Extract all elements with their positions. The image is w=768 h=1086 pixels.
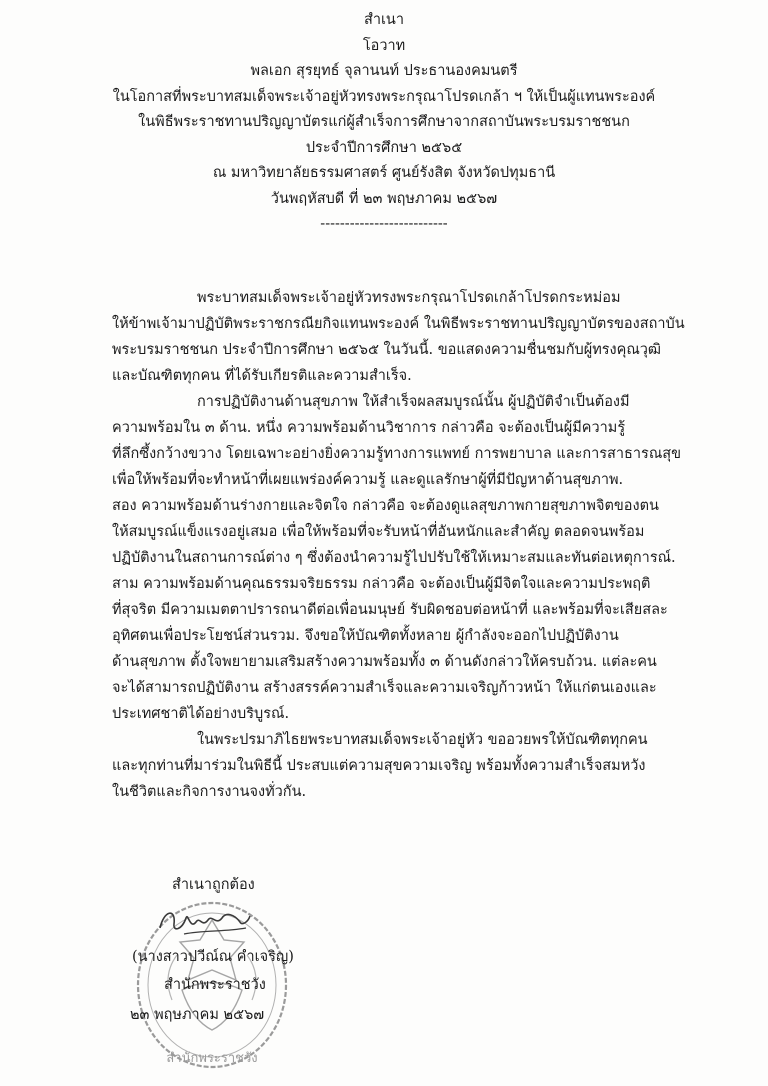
paragraph-line: อุทิศตนเพื่อประโยชน์ส่วนรวม. จึงขอให้บัณฑิตทั้งหลาย ผู้กำลังจะออกไปปฏิบัติงาน xyxy=(112,628,619,644)
copy-label: สำเนา xyxy=(363,12,404,28)
certification-date: ๒๓ พฤษภาคม ๒๕๖๗ xyxy=(130,1007,265,1023)
paragraph-line: ความพร้อมใน ๓ ด้าน. หนึ่ง ความพร้อมด้านวิชาการ กล่าวคือ จะต้องเป็นผู้มีความรู้ xyxy=(112,420,626,436)
speaker-line: พลเอก สุรยุทธ์ จุลานนท์ ประธานองคมนตรี xyxy=(250,63,518,79)
paragraph-line: ที่สุจริต มีความเมตตาปรารถนาดีต่อเพื่อนมนุษย์ รับผิดชอบต่อหน้าที่ และพร้อมที่จะเสียสละ xyxy=(112,602,668,618)
paragraph-line: ปฏิบัติงานในสถานการณ์ต่าง ๆ ซึ่งต้องนำความรู้ไปปรับใช้ให้เหมาะสมและทันต่อเหตุการณ์. xyxy=(112,550,676,566)
document-title: โอวาท xyxy=(362,37,406,54)
paragraph-line: และทุกท่านที่มาร่วมในพิธีนี้ ประสบแต่ความสุขความเจริญ พร้อมทั้งความสำเร็จสมหวัง xyxy=(112,758,646,774)
paragraph-line: ประเทศชาติได้อย่างบริบูรณ์. xyxy=(112,706,290,722)
paragraph-line: ในพระปรมาภิไธยพระบาทสมเด็จพระเจ้าอยู่หัว ขออวยพรให้บัณฑิตทุกคน xyxy=(197,732,648,748)
paragraph-line: สาม ความพร้อมด้านคุณธรรมจริยธรรม กล่าวคือ จะต้องเป็นผู้มีจิตใจและความประพฤติ xyxy=(112,576,651,592)
paragraph-1 xyxy=(112,285,692,389)
paragraph-line: จะได้สามารถปฏิบัติงาน สร้างสรรค์ความสำเร็จและความเจริญก้าวหน้า ให้แก่ตนเองและ xyxy=(112,680,657,696)
paragraph-line: เพื่อให้พร้อมที่จะทำหน้าที่เผยแพร่องค์ความรู้ และดูแลรักษาผู้ที่มีปัญหาด้านสุขภาพ. xyxy=(112,472,624,488)
paragraph-line: ให้ข้าพเจ้ามาปฏิบัติพระราชกรณียกิจแทนพระองค์ ในพิธีพระราชทานปริญญาบัตรของสถาบัน xyxy=(112,316,685,332)
paragraph-line: การปฏิบัติงานด้านสุขภาพ ให้สำเร็จผลสมบูรณ์นั้น ผู้ปฏิบัติจำเป็นต้องมี xyxy=(197,394,630,410)
paragraph-line: พระบาทสมเด็จพระเจ้าอยู่หัวทรงพระกรุณาโปรดเกล้าโปรดกระหม่อม xyxy=(197,290,621,306)
venue-line: ณ มหาวิทยาลัยธรรมศาสตร์ ศูนย์รังสิต จังหวัดปทุมธานี xyxy=(212,165,556,181)
paragraph-line: ที่ลึกซึ้งกว้างขวาง โดยเฉพาะอย่างยิ่งความรู้ทางการแพทย์ การพยาบาล และการสาธารณสุข xyxy=(112,446,682,462)
paragraph-line: สอง ความพร้อมด้านร่างกายและจิตใจ กล่าวคือ จะต้องดูแลสุขภาพกายสุขภาพจิตของตน xyxy=(112,498,659,514)
certifier-name: (นางสาวปวีณ์ณ คำเจริญ) xyxy=(132,949,294,965)
paragraph-line: ให้สมบูรณ์แข็งแรงอยู่เสมอ เพื่อให้พร้อมที่จะรับหน้าที่อันหนักและสำคัญ ตลอดจนพร้อม xyxy=(112,524,645,540)
speech-body xyxy=(112,285,692,805)
certifier-office: สำนักพระราชวัง xyxy=(164,977,266,993)
paragraph-2 xyxy=(112,389,692,727)
document-header xyxy=(0,8,768,238)
paragraph-line: ในชีวิตและกิจการงานจงทั่วกัน. xyxy=(112,784,307,800)
ceremony-line: ในพิธีพระราชทานปริญญาบัตรแก่ผู้สำเร็จการศึกษาจากสถาบันพระบรมราชชนก xyxy=(138,114,630,130)
paragraph-line: ด้านสุขภาพ ตั้งใจพยายามเสริมสร้างความพร้อมทั้ง ๓ ด้านดังกล่าวให้ครบถ้วน. แต่ละคน xyxy=(112,654,657,670)
paragraph-3 xyxy=(112,727,692,805)
occasion-line: ในโอกาสที่พระบาทสมเด็จพระเจ้าอยู่หัวทรงพระกรุณาโปรดเกล้า ฯ ให้เป็นผู้แทนพระองค์ xyxy=(112,88,656,105)
certified-copy-label: สำเนาถูกต้อง xyxy=(172,877,255,893)
paragraph-line: พระบรมราชชนก ประจำปีการศึกษา ๒๕๖๕ ในวันนี้. ขอแสดงความชื่นชมกับผู้ทรงคุณวุฒิ xyxy=(112,342,662,358)
paragraph-line: และบัณฑิตทุกคน ที่ได้รับเกียรติและความสำเร็จ. xyxy=(112,368,412,384)
academic-year-line: ประจำปีการศึกษา ๒๕๖๕ xyxy=(305,139,463,156)
seal-text: สำนักพระราชวัง xyxy=(166,1051,258,1066)
header-divider: -------------------------- xyxy=(320,216,448,232)
certification-block xyxy=(112,872,442,1072)
handwritten-signature xyxy=(154,900,254,940)
date-line: วันพฤหัสบดี ที่ ๒๓ พฤษภาคม ๒๕๖๗ xyxy=(270,190,498,207)
